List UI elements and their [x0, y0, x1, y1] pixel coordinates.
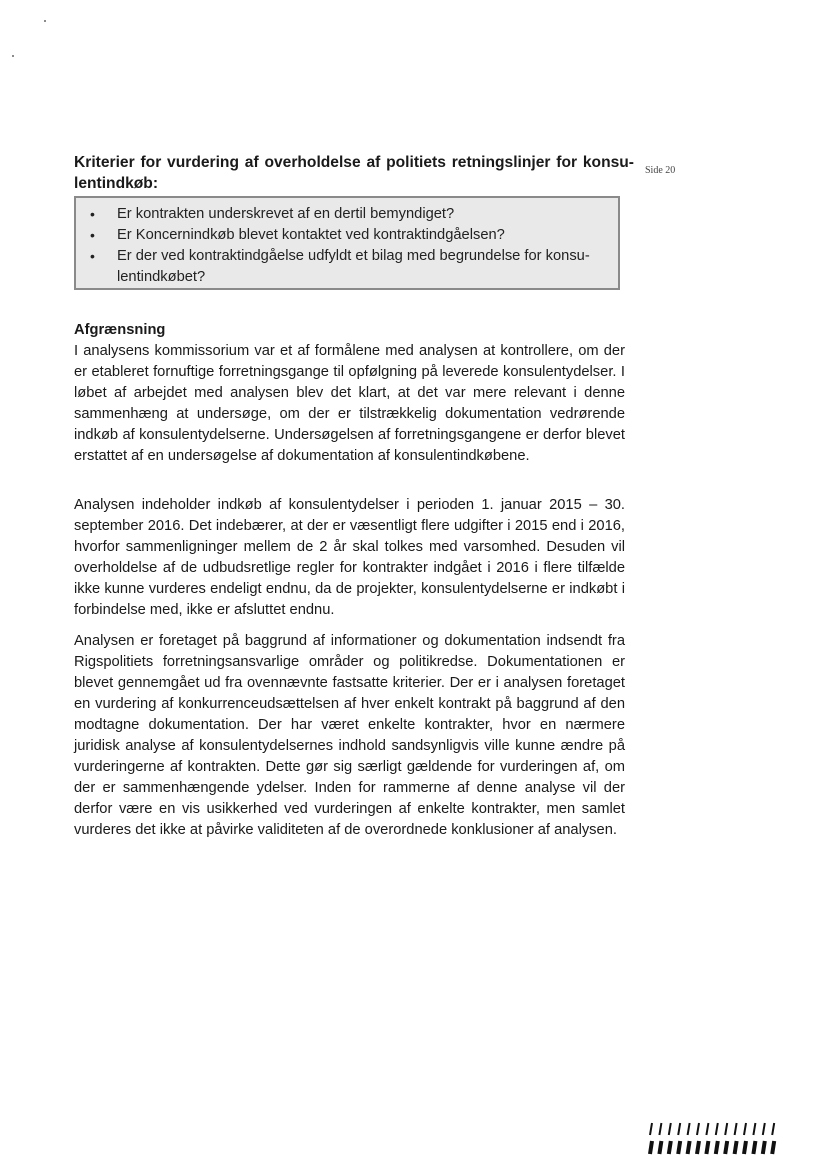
page-number-label: Side 20	[645, 165, 676, 176]
barcode-mark	[772, 1123, 774, 1135]
barcode-mark	[688, 1141, 690, 1154]
barcode-mark	[753, 1123, 755, 1135]
barcode-mark	[772, 1141, 774, 1154]
section-paragraph-block	[74, 631, 625, 841]
barcode-mark	[678, 1141, 680, 1154]
barcode-mark	[688, 1123, 690, 1135]
barcode-mark	[763, 1141, 765, 1154]
barcode-mark	[725, 1141, 727, 1154]
barcode-mark	[706, 1123, 708, 1135]
criteria-item: • Er kontrakten underskrevet af en dertil bemyndiget?	[117, 204, 606, 225]
section-title: Afgrænsning	[74, 322, 166, 338]
barcode-graphic	[647, 1121, 782, 1156]
criteria-box	[74, 196, 620, 290]
barcode-mark	[744, 1141, 746, 1154]
paragraph: Analysen indeholder indkøb af konsulentydelser i perioden 1. januar 2015 – 30. september 2016. Det indebærer, at der er væsentligt flere udgifter i 2015 end i 2016, hvorfor sammenligninger mellem de 2 år skal tolkes med varsomhed. Desuden vil overholdelse af de udbudsretlige regler for kontrakter indgået i 2016 i flere tilfælde ikke kunne vurderes endeligt endnu, da de projekter, konsulentydelserne er indkøbt i forbindelse med, ikke er afsluttet endnu.	[74, 497, 625, 618]
section-afgraensning	[74, 320, 625, 467]
criteria-item: • Er Koncernindkøb blevet kontaktet ved kontraktindgåelsen?	[117, 225, 606, 246]
barcode-mark	[669, 1141, 671, 1154]
barcode-mark	[735, 1141, 737, 1154]
scan-speck	[12, 55, 14, 57]
criteria-list	[76, 198, 618, 288]
barcode-mark	[650, 1123, 652, 1135]
barcode-mark	[716, 1123, 718, 1135]
barcode-mark	[669, 1123, 671, 1135]
barcode-mark	[697, 1123, 699, 1135]
barcode-mark	[744, 1123, 746, 1135]
paragraph: I analysens kommissorium var et af formålene med analysen at kontrollere, om der er etableret fornuftige forretningsgange til opfølgning på leverede konsulentydelser. I løbet af arbejdet med analysen blev det klart, at det var mere relevant i denne sammenhæng at undersøge, om der er tilstrækkelig dokumentation vedrørende indkøb af konsulentydelserne. Undersøgelsen af forretningsgangene er derfor blevet erstattet af en undersøgelse af dokumentation af konsulentindkøbene.	[74, 343, 625, 464]
barcode-mark	[659, 1123, 661, 1135]
criteria-heading: Kriterier for vurdering af overholdelse af politiets retningslinjer for konsulentindkøb:	[74, 154, 634, 192]
barcode-mark	[725, 1123, 727, 1135]
barcode-mark	[697, 1141, 699, 1154]
paragraph: Analysen er foretaget på baggrund af informationer og dokumentation indsendt fra Rigspolitiets forretningsansvarlige områder og politikredse. Dokumentationen er blevet gennemgået ud fra ovennævnte fastsatte kriterier. Der er i analysen foretaget en vurdering af konkurrenceudsættelsen af hver enkelt kontrakt på baggrund af den modtagne dokumentation. Der har været enkelte kontrakter, hvor en nærmere juridisk analyse af konsulentydelsernes indhold sandsynligvis ville kunne ændre på vurderingerne af kontrakten. Dette gør sig særligt gældende for vurderingen af, om der er sammenhængende ydelser. Inden for rammerne af denne analyse vil der derfor være en vis usikkerhed ved vurderingen af enkelte kontrakter, men samlet vurderes det ikke at påvirke validiteten af de overordnede konklusioner af analysen.	[74, 633, 625, 838]
barcode-mark	[735, 1123, 737, 1135]
scan-speck	[44, 20, 46, 22]
barcode-mark	[659, 1141, 661, 1154]
barcode-mark	[763, 1123, 765, 1135]
barcode-mark	[678, 1123, 680, 1135]
section-paragraph-block	[74, 495, 625, 621]
barcode-mark	[753, 1141, 755, 1154]
barcode-mark	[650, 1141, 652, 1154]
barcode-mark	[716, 1141, 718, 1154]
criteria-item: • Er der ved kontraktindgåelse udfyldt et bilag med begrundelse for konsulentindkøbet?	[117, 246, 606, 288]
barcode-mark	[706, 1141, 708, 1154]
